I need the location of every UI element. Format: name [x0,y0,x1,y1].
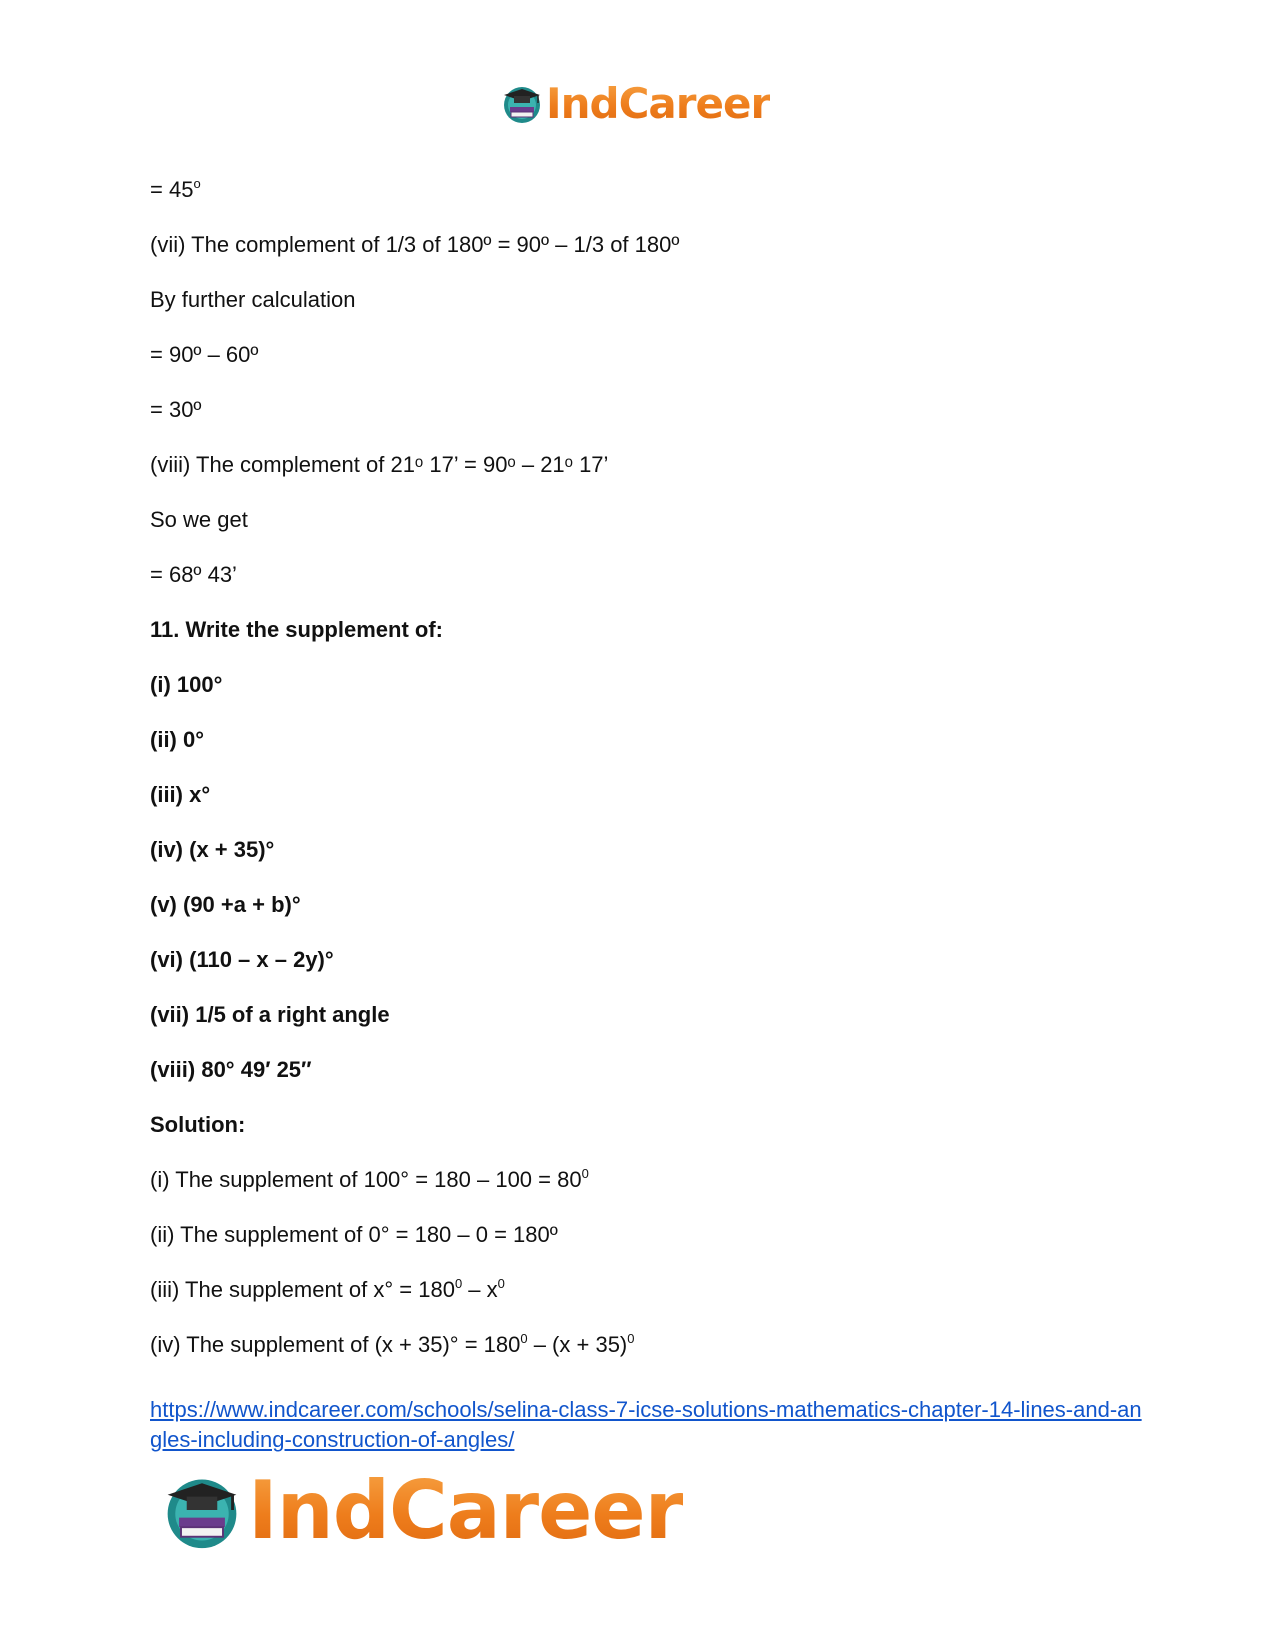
line-text: = 68º 43’ [150,562,237,587]
text-line [150,1276,1150,1304]
text-line [150,1111,1150,1139]
line-text: (vi) (110 – x – 2y)° [150,947,334,972]
line-text: (iv) The supplement of (x + 35)° = 180 [150,1332,521,1357]
text-line [150,176,1150,204]
text-line [150,726,1150,754]
superscript: 0 [627,1331,635,1346]
line-text-tail: – (x + 35) [527,1332,628,1357]
text-line [150,1331,1150,1359]
text-line [150,286,1150,314]
text-line [150,1166,1150,1194]
line-text: = 45 [150,177,194,202]
line-text: (viii) The complement of 21ᵒ 17’ = 90ᵒ – 21ᵒ 17’ [150,452,609,477]
text-line [150,671,1150,699]
graduation-cap-books-icon [160,1468,244,1552]
text-line [150,946,1150,974]
text-line [150,1001,1150,1029]
text-line [150,231,1150,259]
text-line [150,1221,1150,1249]
line-text: By further calculation [150,287,356,312]
text-line [150,616,1150,644]
superscript: 0 [581,1166,589,1181]
text-line [150,451,1150,479]
line-text: (ii) 0° [150,727,205,752]
line-text: (i) The supplement of 100° = 180 – 100 = 80 [150,1167,582,1192]
superscript: o [193,176,201,191]
header-logo [500,78,770,128]
text-line [150,836,1150,864]
line-text: (vii) The complement of 1/3 of 180º = 90º – 1/3 of 180º [150,232,680,257]
text-line [150,506,1150,534]
text-line [150,341,1150,369]
line-text: (ii) The supplement of 0° = 180 – 0 = 180º [150,1222,558,1247]
text-line [150,891,1150,919]
text-line [150,396,1150,424]
line-text: (v) (90 +a + b)° [150,892,301,917]
line-text: = 90º – 60º [150,342,259,367]
line-text: 11. Write the supplement of: [150,617,443,642]
superscript: 0 [454,1276,463,1291]
line-text: (iii) x° [150,782,211,807]
footer-logo [160,1465,683,1555]
line-text: (iii) The supplement of x° = 180 [150,1277,455,1302]
line-text: (vii) 1/5 of a right angle [150,1002,390,1027]
graduation-cap-books-icon [500,81,544,125]
logo-wordmark: IndCareer [546,78,771,128]
logo-wordmark: IndCareer [248,1463,684,1557]
document-body [150,176,1150,1386]
line-text: Solution: [150,1112,246,1137]
line-text: (i) 100° [150,672,223,697]
text-line [150,561,1150,589]
line-text: So we get [150,507,248,532]
line-text: = 30º [150,397,202,422]
superscript: 0 [497,1276,505,1291]
source-link[interactable]: https://www.indcareer.com/schools/selina-class-7-icse-solutions-mathematics-chapter-14-lines-and-angles-including-construction-of-angles/ [150,1397,1142,1452]
line-text: (viii) 80° 49′ 25″ [150,1057,312,1082]
line-text-tail: – x [462,1277,498,1302]
text-line [150,781,1150,809]
text-line [150,1056,1150,1084]
line-text: (iv) (x + 35)° [150,837,275,862]
superscript: 0 [520,1331,528,1346]
